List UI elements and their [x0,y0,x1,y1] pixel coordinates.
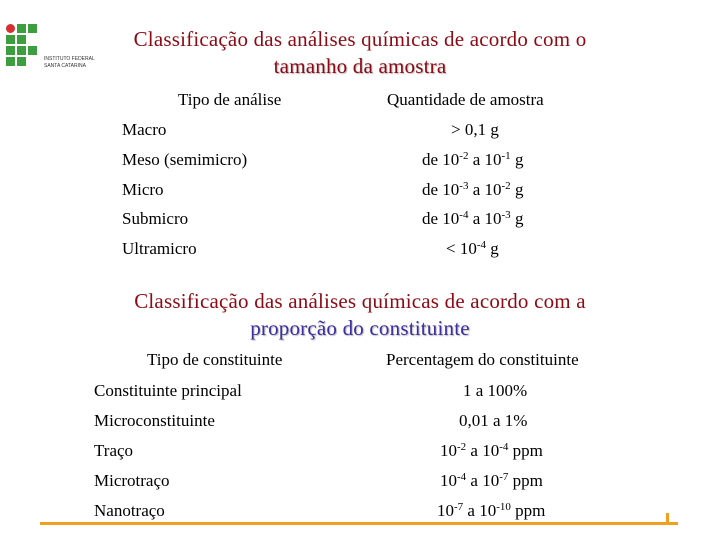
section2-row-percentage: 1 a 100% [463,381,528,400]
section2-row-type: Microtraço [94,471,170,490]
section2-title-line2: proporção do constituinte [250,316,470,340]
section1-col1-header: Tipo de análise [178,90,282,109]
section2-row-percentage: $10^{-4}$ a $10^{-7}$ ppm [440,471,543,490]
section1-row-quantity: de $10^{-2}$ a $10^{-1}$ g [422,150,524,169]
footer-accent-tick [666,513,669,525]
section2-title [0,288,720,342]
section1-row-type: Submicro [122,209,189,228]
section2-row-type: Nanotraço [94,501,165,520]
section1-row-type: Macro [122,120,167,139]
footer-accent-line [40,522,678,525]
section1-title [0,26,720,80]
section2-row-type: Traço [94,441,134,460]
section2-row-type: Microconstituinte [94,411,215,430]
section1-row-quantity: de $10^{-3}$ a $10^{-2}$ g [422,180,524,199]
section1-title-line1: Classificação das análises químicas de acordo com o [133,27,587,51]
section2-row-percentage: 0,01 a 1% [459,411,528,430]
section1-row-quantity: < $10^{-4}$ g [446,239,499,258]
section2-row-percentage: $10^{-2}$ a $10^{-4}$ ppm [440,441,543,460]
section2-row-percentage: $10^{-7}$ a $10^{-10}$ ppm [437,501,546,520]
section1-row-type: Ultramicro [122,239,197,258]
section1-row-quantity: > 0,1 g [451,120,499,139]
section2-row-type: Constituinte principal [94,381,242,400]
section2-col1-header: Tipo de constituinte [147,350,283,369]
section1-title-line2: tamanho da amostra [273,54,447,78]
logo-text-line1: INSTITUTO FEDERAL [44,56,95,62]
section1-row-quantity: de $10^{-4}$ a $10^{-3}$ g [422,209,524,228]
section1-col2-header: Quantidade de amostra [387,90,544,109]
section2-col2-header: Percentagem do constituinte [386,350,579,369]
section1-row-type: Micro [122,180,164,199]
section2-title-line1: Classificação das análises químicas de acordo com a [134,289,586,313]
logo-text-line2: SANTA CATARINA [44,63,86,69]
section1-row-type: Meso (semimicro) [122,150,248,169]
